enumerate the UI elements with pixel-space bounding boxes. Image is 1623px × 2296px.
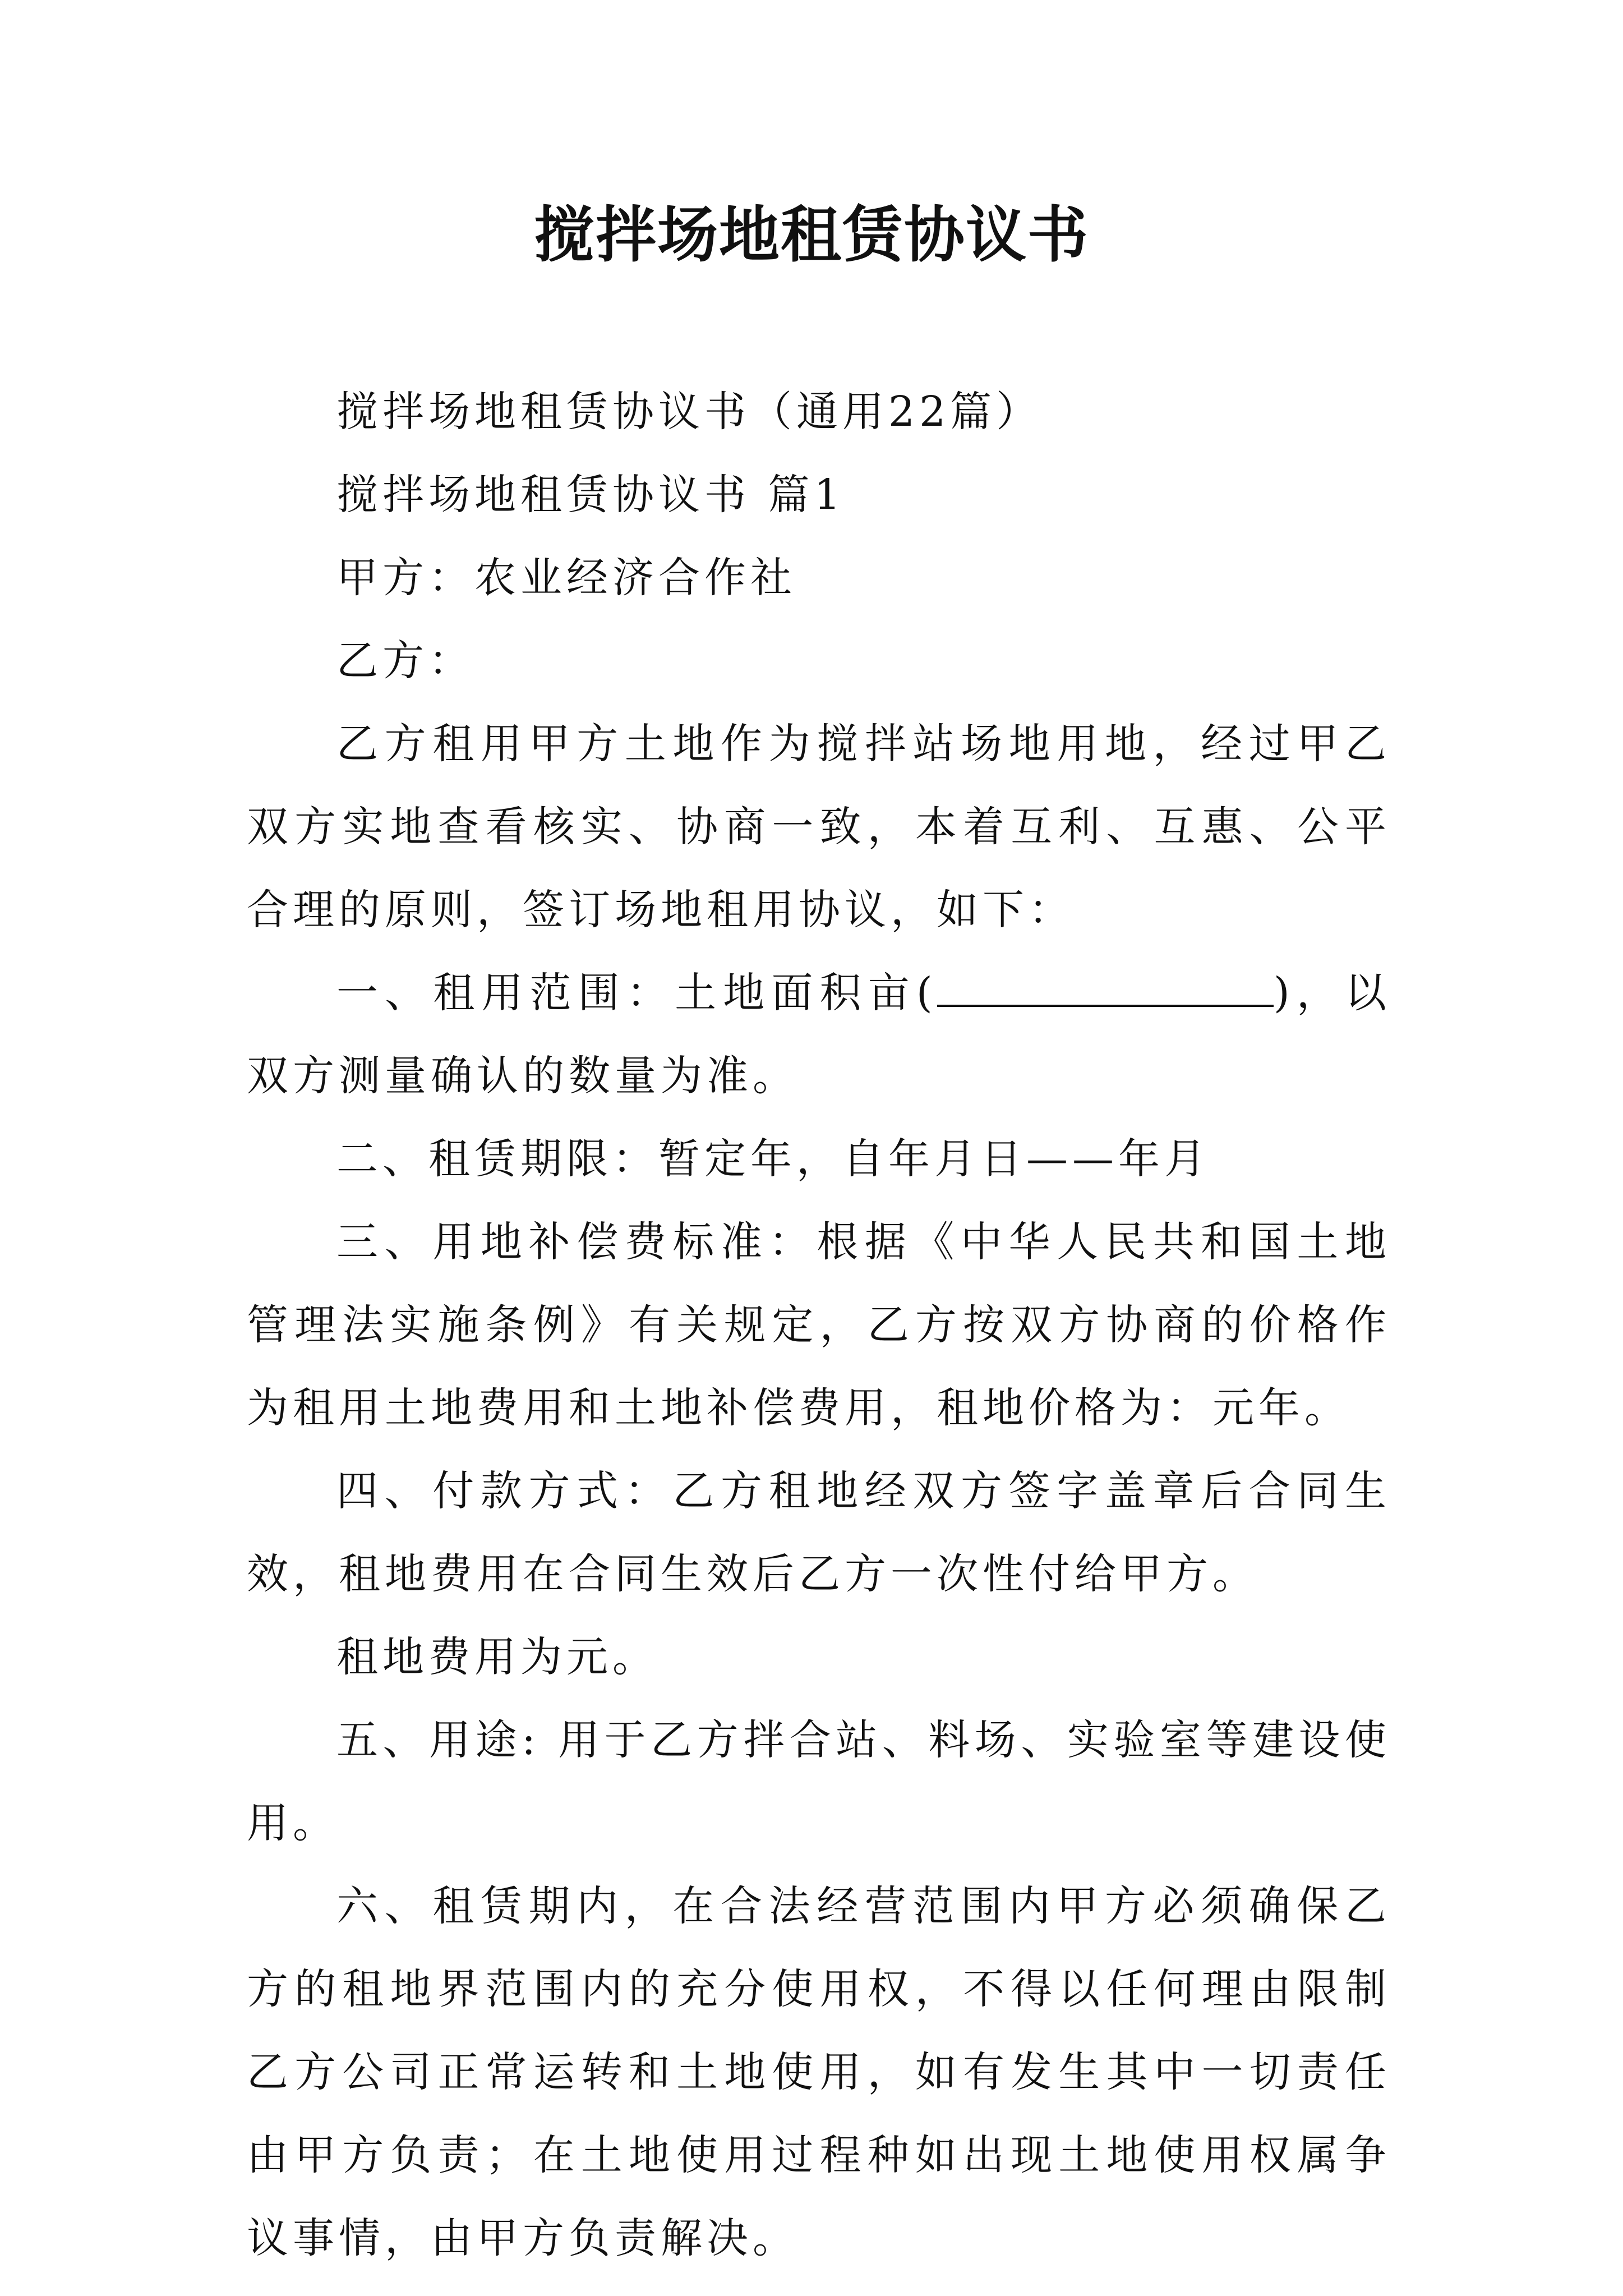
- area-blank-line: [937, 965, 1274, 1007]
- document-title: 搅拌场地租赁协议书: [533, 200, 1089, 270]
- paragraph-compensation: 三、用地补偿费标准：根据《中华人民共和国土地管理法实施条例》有关规定，乙方按双方协商的价格作为租用土地费用和土地补偿费用，租地价格为：元年。: [247, 1218, 1391, 1432]
- paragraph-intro: 乙方租用甲方土地作为搅拌站场地用地，经过甲乙双方实地查看核实、协商一致，本着互利、互惠、公平合理的原则，签订场地租用协议，如下：: [247, 720, 1391, 934]
- paragraph-scope: [247, 951, 1391, 1117]
- paragraph-rights: 六、租赁期内，在合法经营范围内甲方必须确保乙方的租地界范围内的充分使用权，不得以任何理由限制乙方公司正常运转和土地使用，如有发生其中一切责任由甲方负责；在土地使用过程种如出现土地使用权属争议事情，由甲方负责解决。: [247, 1882, 1391, 2262]
- scope-text-after: )，以双方测量确认的数量为准。: [247, 969, 1391, 1100]
- scope-text-before: 一、租用范围：土地面积亩(: [336, 969, 937, 1017]
- paragraph-party-a: 甲方：农业经济合作社: [336, 554, 796, 602]
- document-body: [247, 370, 1391, 2280]
- paragraph-term: 二、租赁期限：暂定年，自年月日——年月: [336, 1135, 1210, 1183]
- paragraph-payment: 四、付款方式：乙方租地经双方签字盖章后合同生效，租地费用在合同生效后乙方一次性付给甲方。: [247, 1467, 1391, 1598]
- paragraph-party-b: 乙方：: [336, 637, 474, 685]
- paragraph-chapter-heading: 搅拌场地租赁协议书 篇1: [336, 471, 845, 519]
- paragraph-subtitle: 搅拌场地租赁协议书（通用22篇）: [336, 388, 1043, 436]
- paragraph-usage: 五、用途: 用于乙方拌合站、料场、实验室等建设使用。: [247, 1716, 1391, 1847]
- paragraph-fee: 租地费用为元。: [336, 1633, 658, 1681]
